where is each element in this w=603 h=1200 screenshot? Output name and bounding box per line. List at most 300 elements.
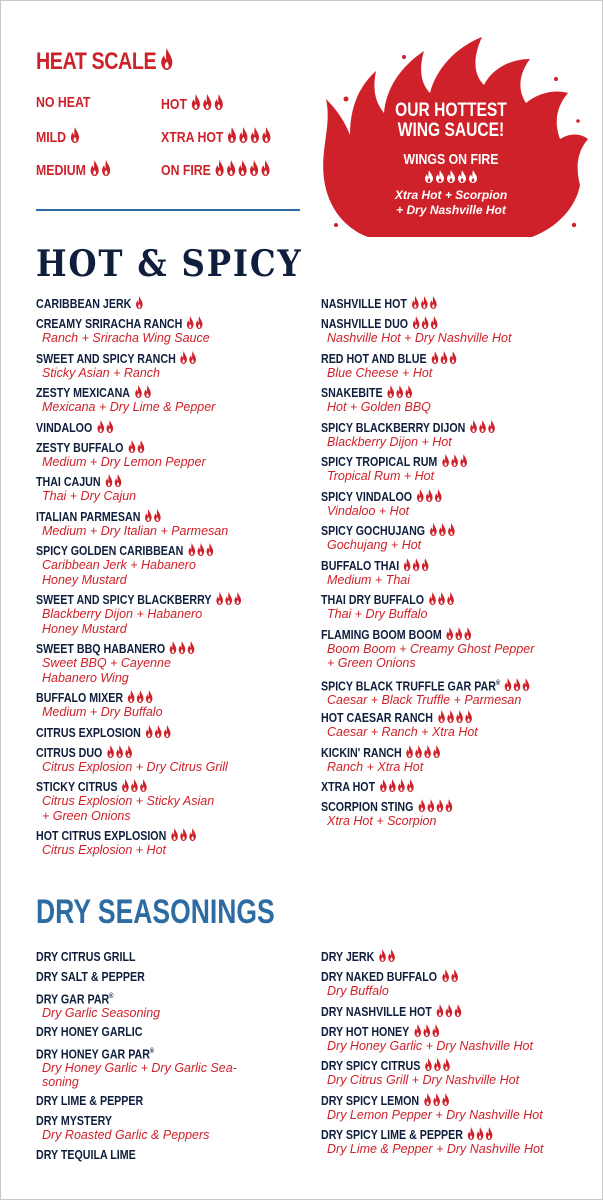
menu-item-description: Blue Cheese + Hot	[327, 365, 433, 380]
flame-icon	[446, 710, 454, 723]
menu-item-name: DRY HONEY GAR PAR®	[36, 1045, 155, 1061]
flame-icon	[154, 725, 162, 738]
menu-item-description: Thai + Dry Buffalo	[327, 607, 428, 621]
flame-icon	[159, 48, 173, 70]
flame-icon	[421, 316, 429, 329]
menu-item-name: SPICY BLACK TRUFFLE GAR PAR®	[321, 676, 531, 693]
menu-item-name: DRY GAR PAR®	[36, 991, 114, 1007]
flame-icon	[145, 725, 153, 738]
menu-item-description: Sweet BBQ + Cayenne	[42, 656, 171, 670]
flame-icon	[131, 779, 139, 792]
flame-icon	[437, 710, 445, 723]
badge-headline-line1: OUR HOTTEST	[395, 100, 507, 121]
menu-item-name: XTRA HOT	[321, 779, 415, 794]
flame-icon	[428, 592, 436, 605]
spice-level-flames	[504, 678, 531, 693]
spice-level-flames	[378, 949, 396, 964]
menu-item	[36, 1147, 158, 1162]
menu-item-name: ZESTY BUFFALO	[36, 440, 175, 455]
flame-icon	[441, 454, 449, 467]
menu-item-description: Citrus Explosion + Hot	[42, 843, 167, 857]
menu-item-name: FLAMING BOOM BOOM	[321, 627, 496, 642]
menu-item-description: Thai + Dry Cajun	[42, 489, 137, 503]
flame-icon	[468, 170, 478, 183]
menu-item	[321, 949, 413, 964]
menu-item	[321, 710, 507, 740]
menu-item-name: BUFFALO THAI	[321, 558, 430, 573]
menu-item-name: HOT CITRUS EXPLOSION	[36, 828, 197, 843]
menu-item-name: SPICY VINDALOO	[321, 489, 443, 504]
flame-icon	[105, 474, 113, 487]
flame-icon	[431, 1024, 439, 1037]
flame-icon	[447, 523, 455, 536]
badge-headline-line2: WING SAUCE!	[397, 120, 505, 141]
menu-item	[36, 969, 169, 984]
spice-level-flames	[180, 351, 198, 366]
flame-icon	[387, 949, 395, 962]
menu-item	[36, 296, 168, 311]
menu-item-name: SNAKEBITE	[321, 385, 414, 400]
spice-level-flames	[145, 509, 163, 524]
menu-item-description: Dry Honey Garlic + Dry Nashville Hot	[327, 1038, 533, 1053]
flame-icon	[137, 440, 145, 453]
spice-level-flames	[424, 1058, 451, 1073]
menu-item-description: Blackberry Dijon + Hot	[327, 434, 452, 449]
menu-item-name: DRY CITRUS GRILL	[36, 949, 136, 964]
menu-item-name: SCORPION STING	[321, 799, 454, 814]
menu-item	[321, 592, 485, 622]
menu-item-description: Boom Boom + Creamy Ghost Pepper	[327, 641, 535, 656]
flame-icon	[433, 745, 441, 758]
menu-item	[321, 385, 434, 415]
menu-item-name: DRY SPICY LIME & PEPPER	[321, 1127, 503, 1142]
heat-level-on-fire	[161, 160, 272, 179]
menu-item-description: Citrus Explosion + Dry Citrus Grill	[42, 759, 228, 774]
menu-item-name: DRY HOT HONEY	[321, 1024, 495, 1039]
menu-item-description: Sticky Asian + Ranch	[42, 365, 160, 380]
flame-icon	[454, 1004, 462, 1017]
flame-icon	[96, 420, 104, 433]
spice-level-flames	[413, 1024, 440, 1039]
flame-icon	[467, 1127, 475, 1140]
flame-icon	[114, 474, 122, 487]
spice-level-flames	[127, 690, 154, 705]
menu-item-name: HOT CAESAR RANCH	[321, 710, 473, 725]
flame-icon	[438, 523, 446, 536]
menu-item	[321, 799, 483, 829]
flame-icon	[396, 385, 404, 398]
menu-item-name: DRY SALT & PEPPER	[36, 969, 145, 984]
spice-level-flames	[423, 1093, 450, 1108]
flame-icon	[234, 592, 242, 605]
menu-item-name: DRY HONEY GARLIC	[36, 1023, 143, 1039]
menu-item	[321, 779, 436, 794]
flame-icon	[522, 678, 530, 691]
flame-icon	[450, 969, 458, 982]
menu-item-name: NASHVILLE DUO	[321, 316, 477, 331]
menu-item-description: Honey Mustard	[42, 621, 127, 636]
menu-item	[321, 558, 454, 588]
flame-icon	[128, 440, 136, 453]
menu-item-description: Dry Honey Garlic + Dry Garlic Sea-	[42, 1060, 237, 1075]
menu-item-description: + Green Onions	[327, 656, 416, 670]
menu-item-name: SWEET BBQ HABANERO	[36, 641, 196, 656]
badge-desc-line2: + Dry Nashville Hot	[396, 203, 506, 217]
menu-item-name: CITRUS DUO	[36, 745, 193, 760]
flame-icon	[189, 351, 197, 364]
flame-icon	[485, 1127, 493, 1140]
spice-level-flames	[403, 558, 430, 573]
spice-level-flames	[441, 969, 459, 984]
heat-level-hot	[161, 94, 225, 113]
flame-icon	[411, 296, 419, 309]
menu-item	[321, 627, 534, 671]
flame-icon	[180, 351, 188, 364]
flame-icon	[449, 351, 457, 364]
flame-icon	[226, 160, 237, 176]
menu-item-description: Medium + Dry Lemon Pepper	[42, 454, 206, 469]
menu-item	[321, 351, 488, 381]
menu-item-name: DRY LIME & PEPPER	[36, 1092, 144, 1108]
menu-item-name: CREAMY SRIRACHA RANCH	[36, 316, 204, 331]
menu-item-name: RED HOT AND BLUE	[321, 351, 458, 366]
menu-item	[36, 385, 215, 415]
flame-icon	[513, 678, 521, 691]
flame-icon	[435, 170, 445, 183]
menu-item	[321, 1004, 494, 1019]
spice-level-flames	[437, 710, 473, 725]
menu-item-name: ITALIAN PARMESAN	[36, 509, 194, 524]
flame-icon	[397, 779, 405, 792]
spice-level-flames	[187, 543, 214, 558]
spice-level-flames	[135, 296, 144, 311]
menu-item	[321, 1127, 543, 1157]
menu-item	[321, 1093, 543, 1123]
flame-icon	[423, 1093, 431, 1106]
menu-item-description: Caribbean Jerk + Habanero	[42, 558, 196, 572]
flame-icon	[179, 828, 187, 841]
flame-icon	[145, 509, 153, 522]
menu-item-description: Vindaloo + Hot	[327, 503, 410, 518]
menu-item	[36, 592, 288, 636]
spice-level-flames	[105, 474, 123, 489]
flame-icon	[237, 160, 248, 176]
flame-icon	[202, 94, 213, 110]
flame-icon	[105, 420, 113, 433]
flame-icon	[196, 543, 204, 556]
menu-item-name: CARIBBEAN JERK	[36, 296, 144, 311]
flame-icon	[124, 745, 132, 758]
menu-item	[321, 420, 535, 450]
heat-level-label: MEDIUM	[36, 162, 86, 179]
flame-icon	[170, 828, 178, 841]
flame-icon	[424, 745, 432, 758]
menu-item-name: DRY JERK	[321, 949, 396, 964]
menu-item-description: Gochujang + Hot	[327, 538, 422, 552]
flame-icon	[143, 385, 151, 398]
menu-item	[321, 745, 468, 775]
menu-item	[321, 489, 470, 519]
spice-level-flames	[406, 745, 442, 760]
flame-icon	[424, 1058, 432, 1071]
menu-item-description: Hot + Golden BBQ	[327, 400, 431, 414]
menu-item-name: SWEET AND SPICY BLACKBERRY	[36, 592, 243, 607]
flame-icon	[442, 1058, 450, 1071]
menu-item	[36, 440, 206, 470]
menu-item	[36, 1093, 167, 1108]
flame-icon	[188, 828, 196, 841]
flame-icon	[378, 949, 386, 962]
flame-icon	[135, 296, 143, 309]
flame-icon	[455, 710, 463, 723]
flame-icon	[178, 641, 186, 654]
flame-icon	[445, 799, 453, 812]
flame-icon	[412, 558, 420, 571]
flame-icon	[440, 351, 448, 364]
menu-item	[321, 1024, 533, 1054]
flame-icon	[403, 558, 411, 571]
spice-level-flames	[469, 420, 496, 435]
menu-item	[36, 690, 180, 720]
flame-icon	[140, 779, 148, 792]
badge-desc-line1: Xtra Hot + Scorpion	[394, 188, 508, 202]
menu-item-name: KICKIN' RANCH	[321, 745, 442, 760]
flame-icon	[436, 799, 444, 812]
spice-level-flames	[134, 385, 152, 400]
flame-icon	[437, 592, 445, 605]
spice-level-flames	[216, 592, 243, 607]
flame-icon	[261, 127, 272, 143]
menu-item-description: Ranch + Xtra Hot	[327, 759, 424, 774]
flame-icon	[434, 489, 442, 502]
flame-icon	[225, 592, 233, 605]
flame-icon	[431, 351, 439, 364]
menu-item	[321, 1058, 519, 1088]
menu-item-description: Xtra Hot + Scorpion	[327, 814, 437, 828]
flame-icon	[421, 558, 429, 571]
menu-item	[36, 351, 233, 381]
menu-item	[321, 316, 511, 346]
menu-item	[36, 949, 157, 964]
badge-sauce-name: WINGS ON FIRE	[403, 151, 499, 168]
menu-item	[36, 989, 160, 1021]
flame-icon	[446, 592, 454, 605]
flame-icon	[430, 316, 438, 329]
flame-icon	[187, 641, 195, 654]
menu-item-name: STICKY CITRUS	[36, 779, 182, 794]
spice-level-flames	[436, 1004, 463, 1019]
heat-level-label: XTRA HOT	[161, 129, 224, 146]
flame-icon	[216, 592, 224, 605]
flame-icon	[464, 627, 472, 640]
flame-icon	[429, 296, 437, 309]
flame-icon	[127, 690, 135, 703]
menu-item-name: DRY SPICY CITRUS	[321, 1058, 483, 1073]
menu-item	[36, 725, 202, 740]
heat-level-no-heat	[36, 94, 94, 111]
flame-icon	[115, 745, 123, 758]
spice-level-flames	[186, 316, 204, 331]
flame-icon	[446, 170, 456, 183]
heat-level-label: HOT	[161, 96, 187, 113]
flame-icon	[416, 489, 424, 502]
flame-icon	[89, 160, 100, 176]
spice-level-flames	[441, 454, 468, 469]
flame-icon	[169, 641, 177, 654]
menu-item-description: Medium + Dry Buffalo	[42, 705, 163, 719]
menu-item	[36, 420, 132, 435]
spice-level-flames	[418, 799, 454, 814]
flame-icon	[187, 543, 195, 556]
flame-icon	[379, 779, 387, 792]
menu-item-name: NASHVILLE HOT	[321, 296, 438, 311]
menu-item-description: Dry Garlic Seasoning	[42, 1006, 161, 1021]
heat-level-xtra-hot	[161, 127, 273, 146]
menu-item-description: Blackberry Dijon + Habanero	[42, 607, 203, 621]
flame-icon	[214, 160, 225, 176]
flame-icon	[450, 454, 458, 467]
menu-item-name: SPICY GOCHUJANG	[321, 523, 456, 538]
flame-icon	[464, 710, 472, 723]
flame-icon	[413, 1024, 421, 1037]
menu-item-description: Habanero Wing	[42, 670, 129, 685]
menu-item-name: SPICY TROPICAL RUM	[321, 454, 468, 469]
menu-item	[36, 474, 142, 504]
flame-icon	[504, 678, 512, 691]
menu-item-name: VINDALOO	[36, 420, 114, 435]
flame-icon	[405, 385, 413, 398]
hot-spicy-title: HOT & SPICY	[36, 243, 303, 285]
menu-item-description: Dry Citrus Grill + Dry Nashville Hot	[327, 1073, 520, 1087]
menu-item	[36, 543, 254, 587]
flame-icon	[420, 296, 428, 309]
menu-item-description: Dry Lime & Pepper + Dry Nashville Hot	[327, 1142, 544, 1156]
flame-icon	[446, 627, 454, 640]
menu-item-description: Medium + Dry Italian + Parmesan	[42, 523, 229, 538]
flame-icon	[260, 160, 271, 176]
menu-item	[36, 509, 228, 539]
flame-icon	[387, 385, 395, 398]
flame-icon	[136, 690, 144, 703]
menu-item-name: SPICY GOLDEN CARIBBEAN	[36, 543, 214, 558]
menu-item-name: SPICY BLACKBERRY DIJON	[321, 420, 496, 435]
flame-icon	[425, 489, 433, 502]
menu-item	[321, 969, 490, 999]
menu-item-name: DRY NASHVILLE HOT	[321, 1004, 463, 1019]
menu-item-name: CITRUS EXPLOSION	[36, 725, 172, 740]
heat-level-label: NO HEAT	[36, 94, 91, 111]
flame-icon	[422, 1024, 430, 1037]
flame-icon	[436, 1004, 444, 1017]
spice-level-flames	[411, 296, 438, 311]
flame-icon	[424, 170, 434, 183]
menu-item-description: Dry Roasted Garlic & Peppers	[42, 1127, 210, 1142]
flame-icon	[432, 1093, 440, 1106]
spice-level-flames	[428, 592, 455, 607]
menu-item	[36, 1024, 166, 1039]
flame-icon	[427, 799, 435, 812]
spice-level-flames	[467, 1127, 494, 1142]
spice-level-flames	[412, 316, 439, 331]
menu-item-name: ZESTY MEXICANA	[36, 385, 183, 400]
menu-item-name: DRY NAKED BUFFALO	[321, 969, 459, 984]
spice-level-flames	[145, 725, 172, 740]
menu-item	[321, 296, 464, 311]
flame-icon	[205, 543, 213, 556]
flame-icon	[469, 420, 477, 433]
flame-icon	[106, 745, 114, 758]
menu-item	[321, 523, 486, 553]
spice-level-flames	[170, 828, 197, 843]
menu-item	[36, 745, 228, 775]
flame-icon	[441, 1093, 449, 1106]
heat-level-medium	[36, 160, 112, 179]
dry-seasonings-title: DRY SEASONINGS	[36, 893, 275, 931]
menu-item-description: Caesar + Ranch + Xtra Hot	[327, 725, 478, 739]
heat-level-mild	[36, 127, 81, 146]
menu-item-name: THAI DRY BUFFALO	[321, 592, 455, 607]
flame-icon	[134, 385, 142, 398]
flame-icon	[186, 316, 194, 329]
flame-icon	[69, 127, 80, 143]
menu-item-description: Caesar + Black Truffle + Parmesan	[327, 692, 522, 707]
menu-item-name: THAI CAJUN	[36, 474, 123, 489]
menu-item-description: Dry Lemon Pepper + Dry Nashville Hot	[327, 1107, 543, 1122]
spice-level-flames	[387, 385, 414, 400]
menu-item-description: Mexicana + Dry Lime & Pepper	[42, 400, 216, 414]
flame-icon	[227, 127, 238, 143]
menu-item-description: Honey Mustard	[42, 572, 127, 587]
spice-level-flames	[429, 523, 456, 538]
menu-item	[321, 454, 501, 484]
flame-icon	[249, 160, 260, 176]
flame-icon	[213, 94, 224, 110]
flame-icon	[388, 779, 396, 792]
menu-item-name: SWEET AND SPICY RANCH	[36, 351, 198, 366]
menu-item-description: Citrus Explosion + Sticky Asian	[42, 794, 215, 808]
flame-icon	[250, 127, 261, 143]
flame-icon	[406, 779, 414, 792]
menu-item-description: soning	[42, 1075, 79, 1090]
flame-icon	[476, 1127, 484, 1140]
flame-icon	[429, 523, 437, 536]
menu-item	[36, 779, 214, 823]
menu-item	[36, 641, 231, 685]
spice-level-flames	[122, 779, 149, 794]
heat-scale-title: HEAT SCALE	[36, 48, 174, 76]
flame-icon	[163, 725, 171, 738]
flame-icon	[487, 420, 495, 433]
menu-item-name: DRY SPICY LEMON	[321, 1093, 503, 1108]
menu-item	[36, 1113, 209, 1143]
spice-level-flames	[379, 779, 415, 794]
flame-icon	[195, 316, 203, 329]
menu-item-name: DRY TEQUILA LIME	[36, 1147, 136, 1162]
flame-icon	[122, 779, 130, 792]
flame-icon	[433, 1058, 441, 1071]
menu-item-description: Medium + Thai	[327, 572, 411, 587]
heat-level-label: ON FIRE	[161, 162, 211, 179]
flame-icon	[154, 509, 162, 522]
menu-item-description: Tropical Rum + Hot	[327, 469, 435, 483]
menu-item-description: Dry Buffalo	[327, 984, 389, 998]
menu-item-description: Nashville Hot + Dry Nashville Hot	[327, 331, 512, 345]
flame-icon	[455, 627, 463, 640]
spice-level-flames	[416, 489, 443, 504]
flame-icon	[478, 420, 486, 433]
spice-level-flames	[106, 745, 133, 760]
flame-icon	[445, 1004, 453, 1017]
